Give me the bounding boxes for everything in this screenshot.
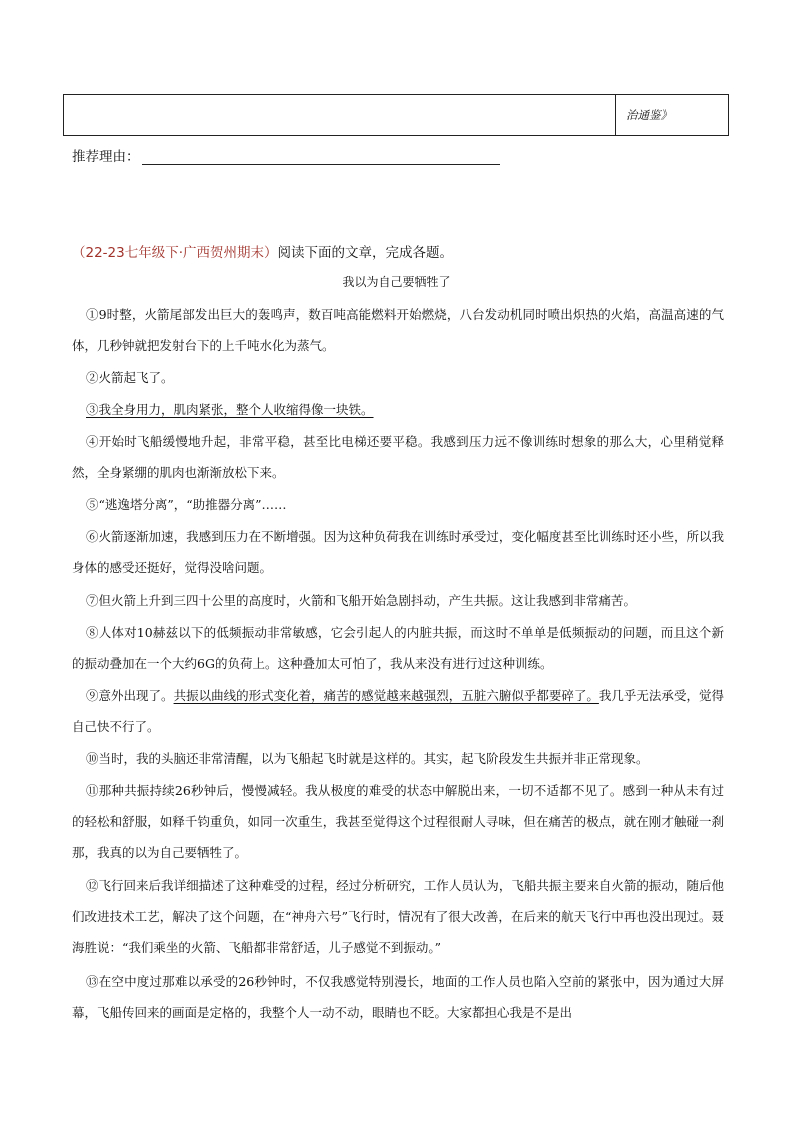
paragraph-3 xyxy=(72,394,724,425)
paragraph-8: ⑧人体对10赫兹以下的低频振动非常敏感，它会引起人的内脏共振，而这时不单单是低频振动的问题，而且这个新的振动叠加在一个大约6G的负荷上。这种叠加太可怕了，我从来没有进行过这种训练。 xyxy=(72,625,724,671)
paragraph-6: ⑥火箭逐渐加速，我感到压力在不断增强。因为这种负荷我在训练时承受过，变化幅度甚至比训练时还小些，所以我身体的感受还挺好，觉得没啥问题。 xyxy=(72,529,724,575)
paragraph-13: ⑬在空中度过那难以承受的26秒钟时，不仅我感觉特别漫长，地面的工作人员也陷入空前的紧张中，因为通过大屏幕，飞船传回来的画面是定格的，我整个人一动不动，眼睛也不眨。大家都担心我是不是出 xyxy=(72,974,724,1020)
question-instruction: 阅读下面的文章，完成各题。 xyxy=(277,245,454,261)
header-table xyxy=(63,94,729,136)
table-cell-right: 治通鉴》 xyxy=(615,95,728,135)
paragraph-11: ⑪那种共振持续26秒钟后，慢慢减轻。我从极度的难受的状态中解脱出来，一切不适都不见了。感到一种从未有过的轻松和舒服，如释千钧重负，如同一次重生，我甚至觉得这个过程很耐人寻味，但在痛苦的极点，就在刚才触碰一刹那，我真的以为自己要牺牲了。 xyxy=(72,783,724,860)
paragraph-9: ⑨意外出现了。共振以曲线的形式变化着，痛苦的感觉越来越强烈，五脏六腑似乎都要碎了。我几乎无法承受，觉得自己快不行了。 xyxy=(72,688,724,734)
underlined-sentence: ③我全身用力，肌肉紧张，整个人收缩得像一块铁。 xyxy=(86,402,374,417)
paragraph-4: ④开始时飞船缓慢地升起，非常平稳，甚至比电梯还要平稳。我感到压力远不像训练时想象的那么大，心里稍觉释然，全身紧绷的肌肉也渐渐放松下来。 xyxy=(72,434,724,480)
paragraph-10: ⑩当时，我的头脑还非常清醒，以为飞船起飞时就是这样的。其实，起飞阶段发生共振并非正常现象。 xyxy=(86,751,649,766)
paragraph-7: ⑦但火箭上升到三四十公里的高度时，火箭和飞船开始急剧抖动，产生共振。这让我感到非常痛苦。 xyxy=(86,593,637,608)
recommend-label: 推荐理由： xyxy=(72,149,140,165)
paragraph-2: ②火箭起飞了。 xyxy=(86,370,174,385)
paragraph-12: ⑫飞行回来后我详细描述了这种难受的过程，经过分析研究，工作人员认为，飞船共振主要来自火箭的振动，随后他们改进技术工艺，解决了这个问题，在“神舟六号”飞行时，情况有了很大改善，在后来的航天飞行中再也没出现过。聂海胜说：“我们乘坐的火箭、飞船都非常舒适，儿子感觉不到振动。” xyxy=(72,878,724,955)
paragraph-1: ①9时整，火箭尾部发出巨大的轰鸣声，数百吨高能燃料开始燃烧，八台发动机同时喷出炽热的火焰，高温高速的气体，几秒钟就把发射台下的上千吨水化为蒸气。 xyxy=(72,307,724,353)
article-title: 我以为自己要牺牲了 xyxy=(342,275,451,289)
recommend-reason xyxy=(72,145,500,165)
question-source: （22-23七年级下·广西贺州期末） xyxy=(72,245,278,261)
underlined-sentence: 共振以曲线的形式变化着，痛苦的感觉越来越强烈，五脏六腑似乎都要碎了。 xyxy=(173,688,599,703)
question-header xyxy=(72,241,453,261)
paragraph-5: ⑤“逃逸塔分离”，“助推器分离”…… xyxy=(86,497,287,512)
answer-line[interactable] xyxy=(142,150,500,165)
